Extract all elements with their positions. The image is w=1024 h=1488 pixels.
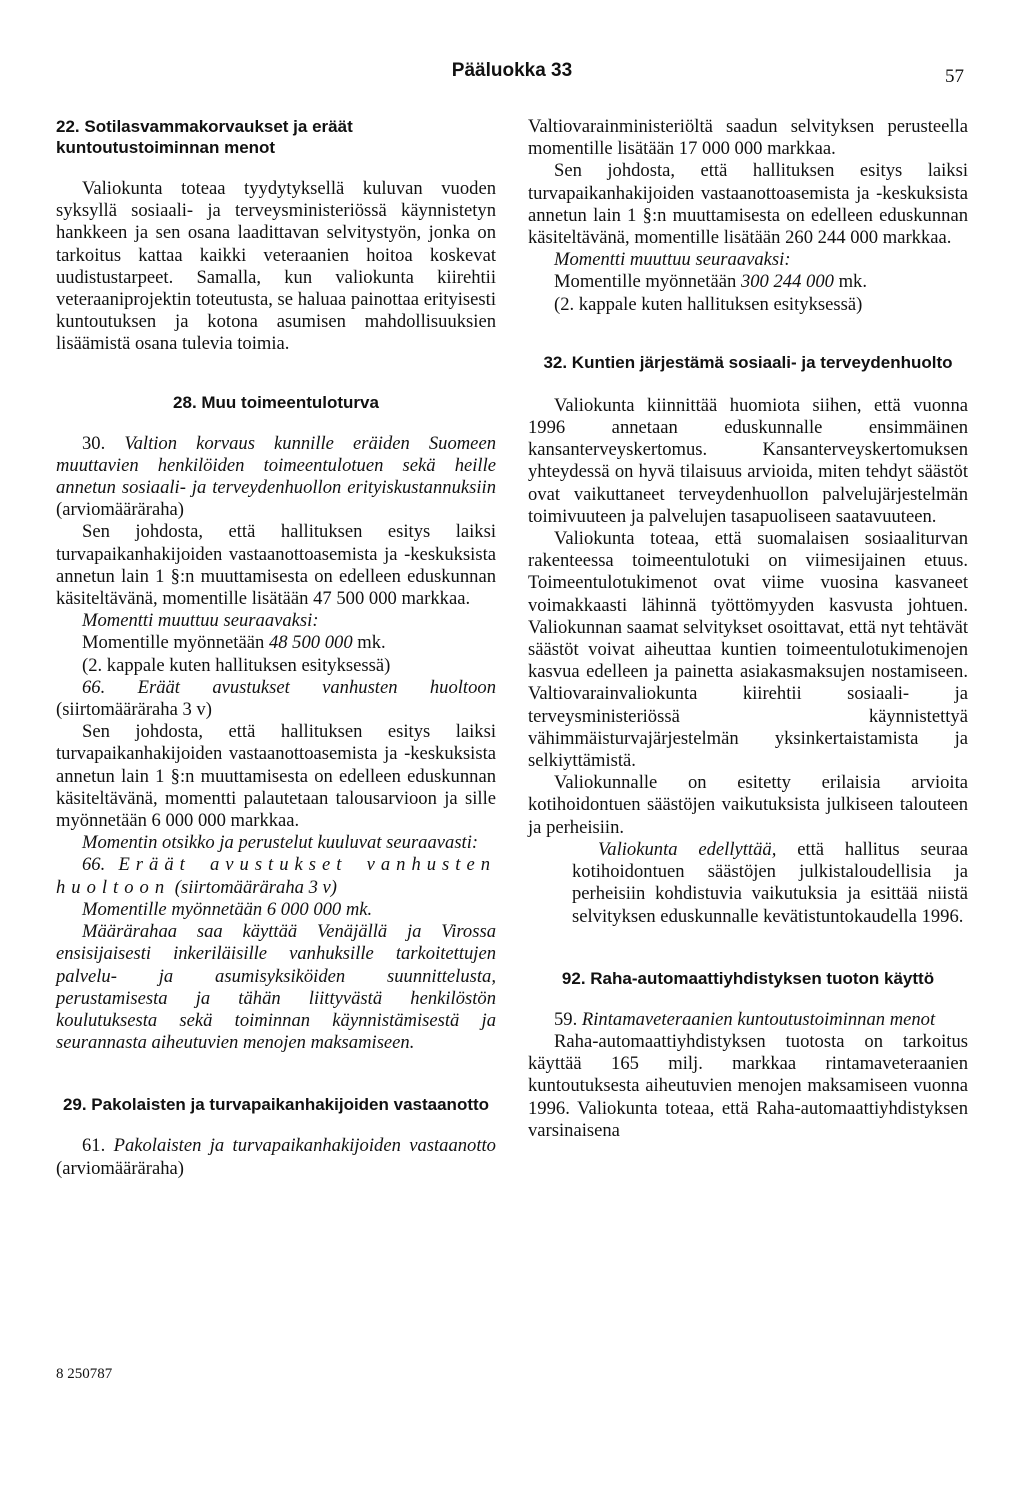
item-66-grant: Momentille myönnetään 6 000 000 mk. bbox=[82, 898, 373, 920]
page-header bbox=[0, 60, 1024, 90]
right-grant-suffix: mk. bbox=[838, 271, 867, 293]
item-66-spaced-type: (siirtomääräraha 3 v) bbox=[174, 876, 337, 898]
item-59-title bbox=[528, 1009, 968, 1031]
section-92-heading: 92. Raha-automaattiyhdistyksen tuoton käyttö bbox=[561, 968, 935, 988]
right-grant-amount: 300 244 000 bbox=[740, 271, 834, 293]
page-number: 57 bbox=[945, 66, 964, 87]
section-32-paragraph-3: Valiokunnalle on esitetty erilaisia arvioita kotihoidontuen säästöjen vaikutuksista julkiseen talouteen ja perheisiin. bbox=[528, 772, 968, 838]
section-22-heading bbox=[56, 116, 496, 158]
section-32-heading: 32. Kuntien järjestämä sosiaali- ja terveydenhuolto bbox=[543, 352, 953, 372]
item-61-type: (arviomääräraha) bbox=[56, 1157, 184, 1179]
section-22-heading-text: 22. Sotilasvammakorvaukset ja eräät kuntoutustoiminnan menot bbox=[56, 117, 353, 157]
right-paragraph-2: Sen johdosta, että hallituksen esitys laiksi turvapaikanhakijoiden vastaanottoasemista ja -keskuksista annetun lain 1 §:n muuttamisesta on edelleen eduskunnan käsiteltävänä, momentille lisätään 260 244 000 markkaa. bbox=[528, 160, 968, 249]
section-32-requirement-text: että hallitus seuraa kotihoidontuen säästöjen julkistaloudellisia ja perheisiin kohdistuvia vaikutuksia ja esittää niistä selvityksen eduskunnalle kevätistuntokaudella 1996. bbox=[572, 838, 968, 927]
footer-print-code: 8 250787 bbox=[56, 1366, 113, 1382]
section-32-requirement bbox=[572, 839, 968, 928]
item-30-title-text: Valtion korvaus kunnille eräiden Suomeen muuttavien henkilöiden toimeentulotuen sekä heille annetun sosiaali- ja terveydenhuollon erityiskustannuksiin bbox=[56, 432, 496, 499]
section-32-requirement-lead: Valiokunta edellyttää, bbox=[598, 838, 777, 860]
item-66-title bbox=[56, 677, 496, 721]
item-30-type: (arviomääräraha) bbox=[56, 499, 184, 521]
item-66-spaced-prefix: 66. bbox=[82, 854, 106, 876]
item-61-title-text: Pakolaisten ja turvapaikanhakijoiden vastaanotto bbox=[113, 1135, 496, 1157]
continuation-paragraph: Valtiovarainministeriöltä saadun selvityksen perusteella momentille lisätään 17 000 000 markkaa. bbox=[528, 116, 968, 160]
item-66-type: (siirtomääräraha 3 v) bbox=[56, 699, 212, 721]
item-59-number: 59. bbox=[554, 1008, 578, 1030]
section-32-paragraph-2: Valiokunta toteaa, että suomalaisen sosiaaliturvan rakenteessa toimeentulotuki on viimesijainen etuus. Toimeentulotukimenot ovat viime vuosina kasvaneet voimakkaasti lähinnä työttömyyden kasvusta johtuen. Valiokunnan saamat selvitykset osoittavat, että nyt tehtävät säästöt voivat aiheuttaa kuntien toimeentulotukimenojen kasvua edelleen ja painetta asiakasmaksujen nostamiseen. Valtiovarainvaliokunta kiirehtii sosiaali- ja terveysministeriössä käynnistettyä vähimmäisturvajärjestelmän yksinkertaistamista ja selkiyttämistä. bbox=[528, 528, 968, 772]
section-28-heading: 28. Muu toimeentuloturva bbox=[173, 392, 379, 412]
section-29-heading: 29. Pakolaisten ja turvapaikanhakijoiden vastaanotto bbox=[62, 1095, 490, 1115]
section-22-paragraph: Valiokunta toteaa tyydytyksellä kuluvan vuoden syksyllä sosiaali- ja terveysministeriössä käynnistetyn hankkeen ja sen osana laadittavan selvitystyön, jonka on tarkoitus kattaa kaikki veteraanien hoitoa koskevat uudistustarpeet. Samalla, kun valiokunta kiirehtii veteraaniprojektin toteutusta, se haluaa painottaa erityisesti kuntoutuksen ja kotona asumisen mahdollisuuksien lisäämistä osana tulevia toimia. bbox=[56, 178, 496, 355]
item-30-change-note: Momentti muuttuu seuraavaksi: bbox=[82, 610, 319, 632]
item-30-note: (2. kappale kuten hallituksen esityksessä) bbox=[82, 654, 391, 676]
right-grant-prefix: Momentille myönnetään bbox=[554, 271, 737, 293]
page-title: Pääluokka 33 bbox=[451, 60, 573, 81]
item-66-title-text: 66. Eräät avustukset vanhusten huoltoon bbox=[82, 676, 496, 698]
right-grant bbox=[528, 271, 968, 293]
right-change-note: Momentti muuttuu seuraavaksi: bbox=[554, 249, 791, 271]
item-66-spaced-title-text: Eräät avustukset vanhusten huoltoon bbox=[56, 854, 496, 898]
item-66-spaced-title bbox=[56, 854, 496, 898]
item-30-grant bbox=[56, 632, 496, 654]
item-66-heading-note: Momentin otsikko ja perustelut kuuluvat seuraavasti: bbox=[82, 832, 479, 854]
left-column bbox=[56, 110, 496, 1180]
item-30-grant-suffix: mk. bbox=[357, 632, 386, 654]
item-30-paragraph: Sen johdosta, että hallituksen esitys laiksi turvapaikanhakijoiden vastaanottoasemista ja -keskuksista annetun lain 1 §:n muuttamisesta on edelleen eduskunnan käsiteltävänä, momentille lisätään 47 500 000 markkaa. bbox=[56, 521, 496, 610]
item-30-grant-prefix: Momentille myönnetään bbox=[82, 632, 265, 654]
item-66-paragraph: Sen johdosta, että hallituksen esitys laiksi turvapaikanhakijoiden vastaanottoasemista ja -keskuksista annetun lain 1 §:n muuttamisesta on edelleen eduskunnan käsiteltävänä, momentti palautetaan talousarvioon ja sille myönnetään 6 000 000 markkaa. bbox=[56, 721, 496, 832]
item-30-title bbox=[56, 433, 496, 522]
item-30-grant-amount: 48 500 000 bbox=[268, 632, 353, 654]
item-61-title bbox=[56, 1135, 496, 1179]
section-32-paragraph-1: Valiokunta kiinnittää huomiota siihen, että vuonna 1996 annetaan eduskunnalle ensimmäinen kansanterveyskertomus. Kansanterveyskertomuksen yhteydessä on hyvä tilaisuus arvioida, miten tehdyt säästöt ovat vaikuttaneet terveydenhuollon palvelujärjestelmän toimivuuteen ja palvelujen tasapuoliseen saatavuuteen. bbox=[528, 394, 968, 527]
item-30-number: 30. bbox=[82, 432, 106, 454]
item-66-usage: Määrärahaa saa käyttää Venäjällä ja Virossa ensisijaisesti inkeriläisille vanhuksille tarkoitettujen palvelu- ja asumisyksiköiden suunnittelusta, perustamisesta ja tähän liittyvästä henkilöstön koulutuksesta sekä toiminnan käynnistämisestä ja seurannasta aiheutuvien menojen maksamiseen. bbox=[56, 921, 496, 1054]
item-61-number: 61. bbox=[82, 1135, 106, 1157]
item-59-title-text: Rintamaveteraanien kuntoutustoiminnan menot bbox=[581, 1008, 936, 1030]
right-note: (2. kappale kuten hallituksen esityksessä) bbox=[554, 293, 863, 315]
right-column bbox=[528, 110, 968, 1142]
item-59-paragraph: Raha-automaattiyhdistyksen tuotosta on tarkoitus käyttää 165 milj. markkaa rintamaveteraanien kuntoutuksesta aiheutuvien menojen maksamiseen vuonna 1996. Valiokunta toteaa, että Raha-automaattiyhdistyksen varsinaisena bbox=[528, 1030, 968, 1141]
